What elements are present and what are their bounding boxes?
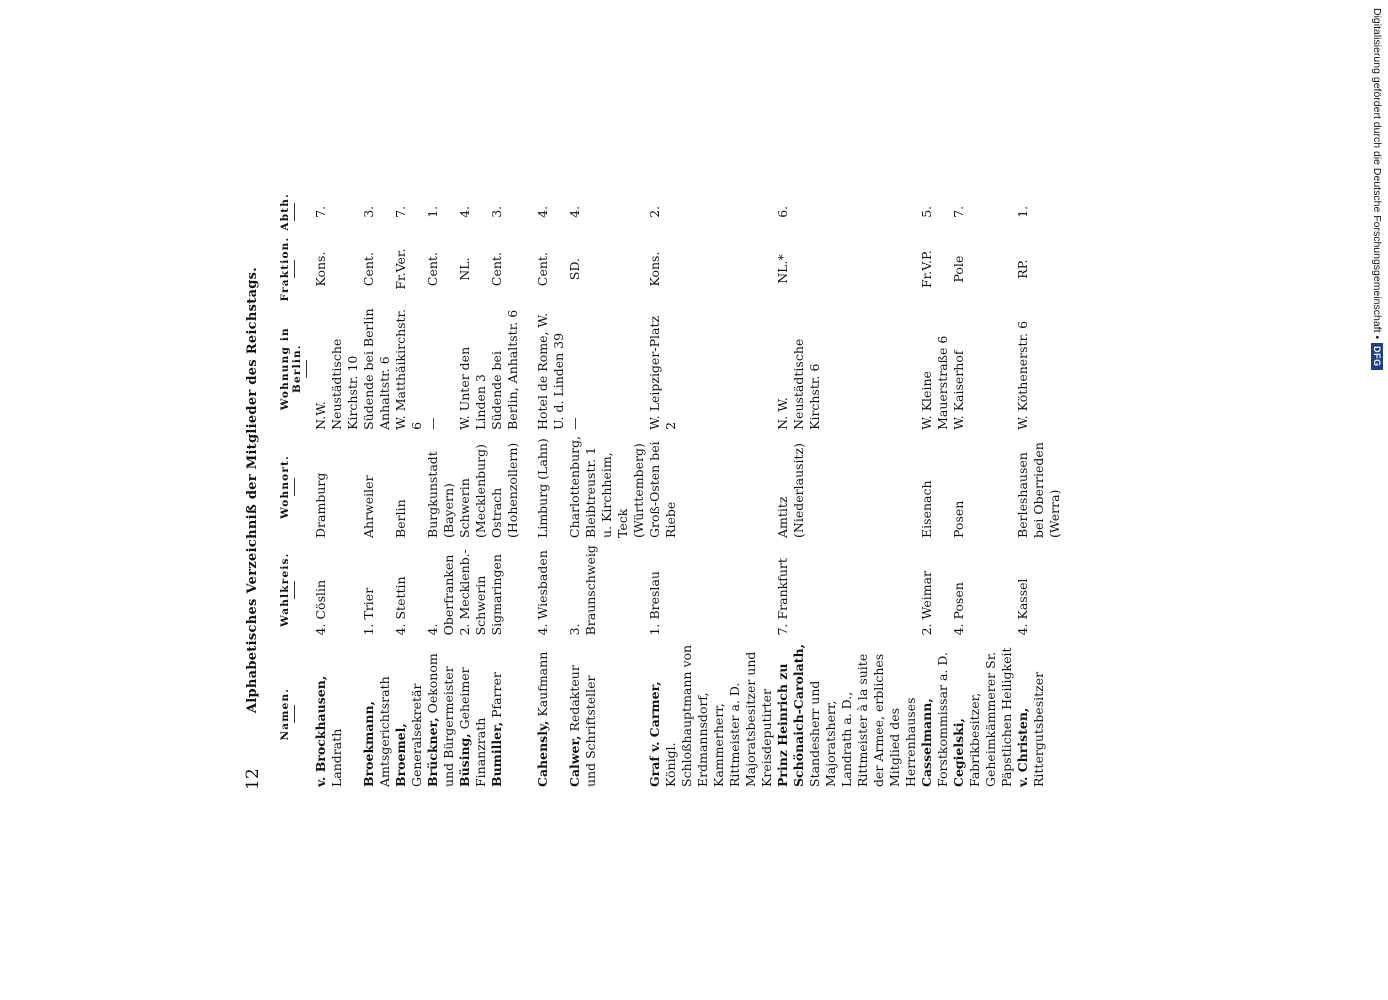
berlin-address-text: W. Kaiserhof xyxy=(951,350,966,430)
wahlkreis-cell xyxy=(425,541,457,638)
wahlkreis-text: 4. Oberfranken xyxy=(425,554,456,636)
abth-cell xyxy=(951,190,1015,234)
member-name-bold: Broekmann, xyxy=(361,701,376,787)
fraktion-cell xyxy=(361,234,393,305)
abth-text: 5. xyxy=(919,205,934,218)
abth-text: 6. xyxy=(775,205,790,218)
abth-text: 7. xyxy=(951,205,966,218)
column-header-fraktion: Fraktion. xyxy=(277,234,313,305)
member-name-bold: Graf v. Carmer, xyxy=(647,681,662,787)
credit-text: Digitalisierung gefördert durch die Deutsche Forschungsgemeinschaft • xyxy=(1371,8,1383,340)
wahlkreis-cell xyxy=(647,541,775,638)
berlin-address-cell xyxy=(313,304,361,432)
wahlkreis-text: 4. Cöslin xyxy=(313,579,328,636)
wahlkreis-cell xyxy=(951,541,1015,638)
wohnort-cell xyxy=(425,433,457,541)
berlin-address-cell xyxy=(457,304,489,432)
abth-cell xyxy=(361,190,393,234)
wohnort-text: Berleshausen bei Oberrieden (Werra) xyxy=(1015,442,1062,538)
fraktion-text: Cent. xyxy=(489,252,504,287)
abth-cell xyxy=(567,190,647,234)
table-row xyxy=(521,190,567,790)
member-title: Fabrikbesitzer, Geheimkämmerer Sr. Päpstlichen Heiligkeit xyxy=(967,647,1014,787)
berlin-address-text: W. Köthenerstr. 6 xyxy=(1015,320,1030,430)
member-name xyxy=(313,638,361,790)
berlin-address-text: Hotel de Rome, W. U. d. Linden 39 xyxy=(535,312,566,430)
wohnort-text: Ahrweiler xyxy=(361,475,376,538)
wohnort-cell xyxy=(521,433,567,541)
member-name xyxy=(489,638,521,790)
abth-text: 4. xyxy=(567,205,582,218)
berlin-address-cell xyxy=(489,304,521,432)
berlin-address-text: N.W. Neustädtische Kirchstr. 10 xyxy=(313,338,360,430)
wohnort-cell xyxy=(1015,433,1063,541)
wahlkreis-cell xyxy=(567,541,647,638)
table-row xyxy=(489,190,521,790)
table-row xyxy=(425,190,457,790)
dfg-logo: DFG xyxy=(1371,343,1383,370)
fraktion-cell xyxy=(425,234,457,305)
fraktion-cell xyxy=(775,234,919,305)
wohnort-cell xyxy=(567,433,647,541)
abth-cell xyxy=(1015,190,1063,234)
page-header xyxy=(243,190,273,790)
abth-text: 1. xyxy=(1015,205,1030,218)
berlin-address-cell xyxy=(393,304,425,432)
fraktion-text: Cent. xyxy=(425,252,440,287)
abth-cell xyxy=(489,190,521,234)
wohnort-text: Eisenach xyxy=(919,480,934,538)
abth-cell xyxy=(775,190,919,234)
berlin-address-text: W. Kleine Mauerstraße 6 xyxy=(919,335,950,430)
member-name xyxy=(775,638,919,790)
member-name xyxy=(457,638,489,790)
wohnort-cell xyxy=(313,433,361,541)
funding-credit xyxy=(1366,8,1388,398)
member-name xyxy=(919,638,951,790)
table-row xyxy=(775,190,919,790)
fraktion-text: SD. xyxy=(567,258,582,281)
wahlkreis-text: 7. Frankfurt xyxy=(775,558,790,636)
abth-text: 4. xyxy=(535,205,550,218)
member-name-bold: Büsing, xyxy=(457,733,472,787)
member-name-bold: Broemel, xyxy=(393,723,408,787)
wahlkreis-text: 3. Braunschweig xyxy=(567,545,598,636)
wohnort-cell xyxy=(393,433,425,541)
table-row xyxy=(393,190,425,790)
berlin-address-text: Südende bei Berlin, Anhaltstr. 6 xyxy=(489,309,520,430)
table-row xyxy=(1015,190,1063,790)
member-name-bold: Cegielski, xyxy=(951,718,966,787)
member-name xyxy=(951,638,1015,790)
abth-cell xyxy=(919,190,951,234)
wahlkreis-text: 4. Kassel xyxy=(1015,578,1030,636)
fraktion-cell xyxy=(567,234,647,305)
member-name-bold: Prinz Heinrich zu Schönaich-Carolath, xyxy=(775,644,806,787)
member-name-bold: Bumiller, xyxy=(489,721,504,787)
fraktion-text: Fr.Ver. xyxy=(393,248,408,290)
table-row xyxy=(361,190,393,790)
wohnort-text: Ostrach (Hohenzollern) xyxy=(489,442,520,538)
table-row xyxy=(647,190,775,790)
wohnort-cell xyxy=(951,433,1015,541)
member-title: Redakteur und Schriftsteller xyxy=(567,665,598,787)
column-header-berlin: Wohnung in Berlin. xyxy=(277,304,313,432)
fraktion-cell xyxy=(457,234,489,305)
scanned-page xyxy=(243,0,1062,1000)
member-name-bold: Cahensly, xyxy=(535,720,550,787)
abth-cell xyxy=(313,190,361,234)
wahlkreis-cell xyxy=(919,541,951,638)
abth-cell xyxy=(425,190,457,234)
page-number: 12 xyxy=(243,768,263,790)
wohnort-text: Amtitz (Niederlausitz) xyxy=(775,442,806,538)
wohnort-text: Berlin xyxy=(393,499,408,538)
column-header-name: Namen. xyxy=(277,638,313,790)
member-name xyxy=(425,638,457,790)
table-row xyxy=(457,190,489,790)
wahlkreis-text: 4. Stettin xyxy=(393,576,408,636)
wahlkreis-cell xyxy=(775,541,919,638)
berlin-address-cell xyxy=(775,304,919,432)
fraktion-cell xyxy=(489,234,521,305)
wahlkreis-cell xyxy=(489,541,521,638)
abth-cell xyxy=(393,190,425,234)
abth-text: 1. xyxy=(425,205,440,218)
wohnort-cell xyxy=(489,433,521,541)
fraktion-cell xyxy=(951,234,1015,305)
fraktion-text: Fr.V.P. xyxy=(919,250,934,289)
table-row xyxy=(313,190,361,790)
fraktion-cell xyxy=(647,234,775,305)
berlin-address-text: W. Matthäikirchstr. 6 xyxy=(393,308,424,430)
member-name xyxy=(393,638,425,790)
member-title: Landrath xyxy=(329,728,344,787)
abth-cell xyxy=(521,190,567,234)
wahlkreis-cell xyxy=(313,541,361,638)
wohnort-cell xyxy=(647,433,775,541)
table-header-row xyxy=(277,190,313,790)
member-name-bold: Casselmann, xyxy=(919,698,934,787)
member-name xyxy=(647,638,775,790)
page-sheet xyxy=(243,190,1123,790)
fraktion-cell xyxy=(393,234,425,305)
member-title: Rittergutsbesitzer xyxy=(1031,671,1046,787)
member-name-bold: Brückner, xyxy=(425,717,440,787)
wohnort-cell xyxy=(919,433,951,541)
wahlkreis-text: 1. Trier xyxy=(361,587,376,636)
member-name-bold: Calwer, xyxy=(567,735,582,787)
berlin-address-cell xyxy=(521,304,567,432)
berlin-address-cell xyxy=(919,304,951,432)
member-name xyxy=(521,638,567,790)
member-title: Königl. Schloßhauptmann von Erdmannsdorf, Kammerherr, Rittmeister a. D. Majoratsbesitzer und Kreisdeputirter xyxy=(663,644,774,787)
berlin-address-cell xyxy=(361,304,393,432)
wohnort-cell xyxy=(361,433,393,541)
wahlkreis-cell xyxy=(393,541,425,638)
fraktion-text: Kons. xyxy=(313,251,328,287)
berlin-address-text: W. Leipziger-Platz 2 xyxy=(647,315,678,430)
member-title: Geheimer Finanzrath xyxy=(457,667,488,787)
wohnort-text: Schwerin (Mecklenburg) xyxy=(457,443,488,538)
abth-text: 2. xyxy=(647,205,662,218)
abth-cell xyxy=(647,190,775,234)
members-table xyxy=(277,190,1063,790)
member-name-bold: v. Christen, xyxy=(1015,707,1030,787)
abth-cell xyxy=(457,190,489,234)
fraktion-text: Cent. xyxy=(535,252,550,287)
wohnort-text: Burgkunstadt (Bayern) xyxy=(425,451,456,538)
column-header-wohnort: Wohnort. xyxy=(277,433,313,541)
berlin-address-text: W. Unter den Linden 3 xyxy=(457,346,488,430)
fraktion-text: RP. xyxy=(1015,259,1030,279)
abth-text: 7. xyxy=(393,205,408,218)
fraktion-text: Pole xyxy=(951,255,966,283)
wohnort-text: Charlottenburg, Bleibtreustr. 1 u. Kirchheim, Teck (Württemberg) xyxy=(567,435,646,538)
berlin-address-text: — xyxy=(567,417,582,430)
member-name xyxy=(567,638,647,790)
abth-text: 4. xyxy=(457,205,472,218)
wahlkreis-cell xyxy=(1015,541,1063,638)
berlin-address-cell xyxy=(425,304,457,432)
member-name-bold: v. Brockhausen, xyxy=(313,675,328,787)
fraktion-cell xyxy=(1015,234,1063,305)
member-title: Kaufmann xyxy=(535,651,550,721)
wohnort-text: Dramburg xyxy=(313,472,328,538)
wahlkreis-text: 4. Posen xyxy=(951,582,966,636)
berlin-address-text: — xyxy=(425,417,440,430)
abth-text: 3. xyxy=(361,205,376,218)
fraktion-cell xyxy=(313,234,361,305)
member-title: Oekonom und Bürgermeister xyxy=(425,653,456,787)
wahlkreis-text: 4. Wiesbaden xyxy=(535,550,550,636)
page-title: Alphabetisches Verzeichniß der Mitglieder des Reichstags. xyxy=(245,266,260,714)
wahlkreis-cell xyxy=(521,541,567,638)
fraktion-text: Kons. xyxy=(647,251,662,287)
member-name xyxy=(1015,638,1063,790)
member-title: Amtsgerichtsrath xyxy=(377,676,392,787)
berlin-address-text: N. W. Neustädtische Kirchstr. 6 xyxy=(775,338,822,430)
fraktion-text: NL. xyxy=(457,257,472,281)
table-row xyxy=(951,190,1015,790)
wahlkreis-text: 1. Breslau xyxy=(647,571,662,636)
table-row xyxy=(919,190,951,790)
abth-text: 3. xyxy=(489,205,504,218)
berlin-address-cell xyxy=(647,304,775,432)
wohnort-text: Posen xyxy=(951,500,966,538)
column-header-abth: Abth. xyxy=(277,190,313,234)
wahlkreis-text: Sigmaringen xyxy=(489,554,504,636)
berlin-address-cell xyxy=(951,304,1015,432)
wohnort-cell xyxy=(457,433,489,541)
wohnort-cell xyxy=(775,433,919,541)
wohnort-text: Limburg (Lahn) xyxy=(535,438,550,538)
fraktion-text: NL.* xyxy=(775,254,790,284)
wohnort-text: Groß-Osten bei Riebe xyxy=(647,441,678,538)
wahlkreis-text: 2. Weimar xyxy=(919,571,934,636)
member-title: Generalsekretär xyxy=(409,683,424,787)
wahlkreis-cell xyxy=(361,541,393,638)
table-row xyxy=(567,190,647,790)
abth-text: 7. xyxy=(313,205,328,218)
fraktion-text: Cent. xyxy=(361,252,376,287)
fraktion-cell xyxy=(919,234,951,305)
member-name xyxy=(361,638,393,790)
wahlkreis-text: 2. Mecklenb.-Schwerin xyxy=(457,549,488,636)
member-title: Standesherr und Majoratsherr, Landrath a. D., Rittmeister à la suite der Armee, erbliches Mitglied des Herrenhauses xyxy=(807,653,918,787)
member-title: Pfarrer xyxy=(489,672,504,722)
member-title: Forstkommissar a. D. xyxy=(935,652,950,787)
wahlkreis-cell xyxy=(457,541,489,638)
berlin-address-cell xyxy=(1015,304,1063,432)
berlin-address-text: Südende bei Berlin Anhaltstr. 6 xyxy=(361,308,392,430)
column-header-wahlkreis: Wahlkreis. xyxy=(277,541,313,638)
berlin-address-cell xyxy=(567,304,647,432)
fraktion-cell xyxy=(521,234,567,305)
